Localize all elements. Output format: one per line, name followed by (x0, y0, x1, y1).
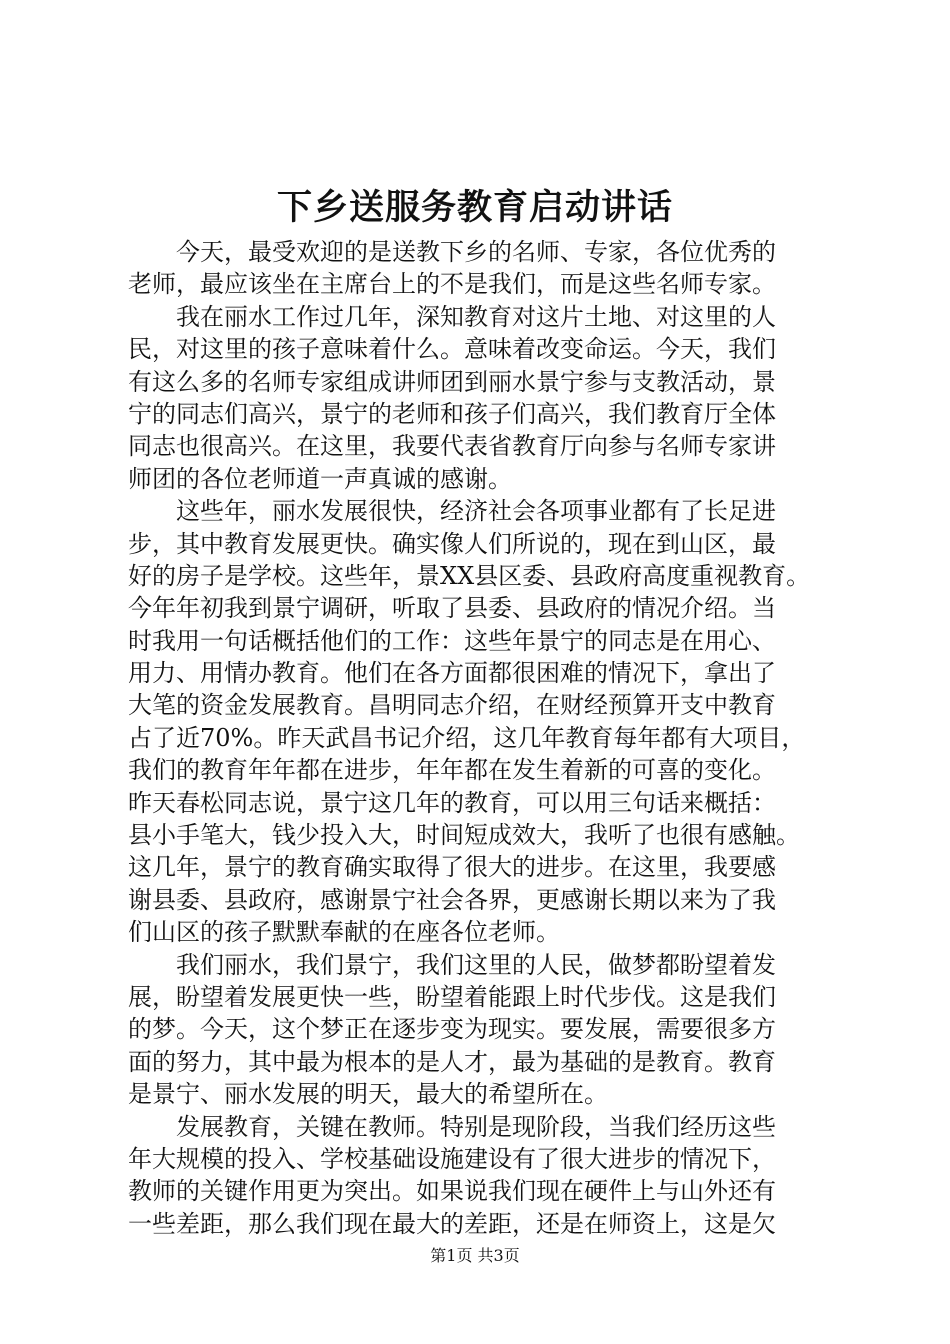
text-line: 我在丽水工作过几年，深知教育对这片土地、对这里的人 (176, 302, 776, 331)
text-line: 展，盼望着发展更快一些，盼望着能跟上时代步伐。这是我们 (128, 982, 776, 1011)
document-body (128, 236, 828, 1240)
text-line: 师团的各位老师道一声真诚的感谢。 (128, 464, 512, 493)
page-footer: 第1页 共3页 (430, 1246, 520, 1265)
document-title: 下乡送服务教育启动讲话 (276, 187, 673, 228)
text-line: 宁的同志们高兴，景宁的老师和孩子们高兴，我们教育厅全体 (128, 399, 776, 428)
text-line: 民，对这里的孩子意味着什么。意味着改变命运。今天，我们 (128, 335, 776, 364)
text-line: 这几年，景宁的教育确实取得了很大的进步。在这里，我要感 (128, 853, 776, 882)
text-line: 同志也很高兴。在这里，我要代表省教育厅向参与名师专家讲 (128, 432, 776, 461)
text-line: 一些差距，那么我们现在最大的差距，还是在师资上，这是欠 (128, 1209, 776, 1238)
text-line: 我们的教育年年都在进步，年年都在发生着新的可喜的变化。 (128, 756, 776, 785)
text-line: 老师，最应该坐在主席台上的不是我们，而是这些名师专家。 (128, 270, 776, 299)
text-line: 谢县委、县政府，感谢景宁社会各界，更感谢长期以来为了我 (128, 885, 776, 914)
text-line: 有这么多的名师专家组成讲师团到丽水景宁参与支教活动，景 (128, 367, 776, 396)
text-line: 是景宁、丽水发展的明天，最大的希望所在。 (128, 1080, 608, 1109)
text-line: 面的努力，其中最为根本的是人才，最为基础的是教育。教育 (128, 1047, 776, 1076)
text-line: 时我用一句话概括他们的工作：这些年景宁的同志是在用心、 (128, 626, 776, 655)
text-line: 用力、用情办教育。他们在各方面都很困难的情况下，拿出了 (128, 659, 776, 688)
text-line: 大笔的资金发展教育。昌明同志介绍，在财经预算开支中教育 (128, 691, 776, 720)
text-line: 好的房子是学校。这些年，景XX县区委、县政府高度重视教育。 (128, 561, 811, 590)
text-line: 步，其中教育发展更快。确实像人们所说的，现在到山区，最 (128, 529, 776, 558)
text-line: 我们丽水，我们景宁，我们这里的人民，做梦都盼望着发 (176, 950, 776, 979)
text-line: 县小手笔大，钱少投入大，时间短成效大，我听了也很有感触。 (128, 821, 800, 850)
text-line: 占了近70%。昨天武昌书记介绍，这几年教育每年都有大项目， (128, 723, 806, 752)
text-line: 今天，最受欢迎的是送教下乡的名师、专家，各位优秀的 (176, 238, 776, 266)
text-line: 们山区的孩子默默奉献的在座各位老师。 (128, 918, 560, 947)
text-line: 发展教育，关键在教师。特别是现阶段，当我们经历这些 (176, 1112, 776, 1141)
text-line: 今年年初我到景宁调研，听取了县委、县政府的情况介绍。当 (128, 594, 776, 623)
text-line: 教师的关键作用更为突出。如果说我们现在硬件上与山外还有 (128, 1177, 776, 1206)
text-line: 年大规模的投入、学校基础设施建设有了很大进步的情况下， (128, 1144, 776, 1173)
text-line: 的梦。今天，这个梦正在逐步变为现实。要发展，需要很多方 (128, 1015, 776, 1044)
text-line: 这些年，丽水发展很快，经济社会各项事业都有了长足进 (176, 497, 776, 526)
text-line: 昨天春松同志说，景宁这几年的教育，可以用三句话来概括： (128, 788, 776, 817)
